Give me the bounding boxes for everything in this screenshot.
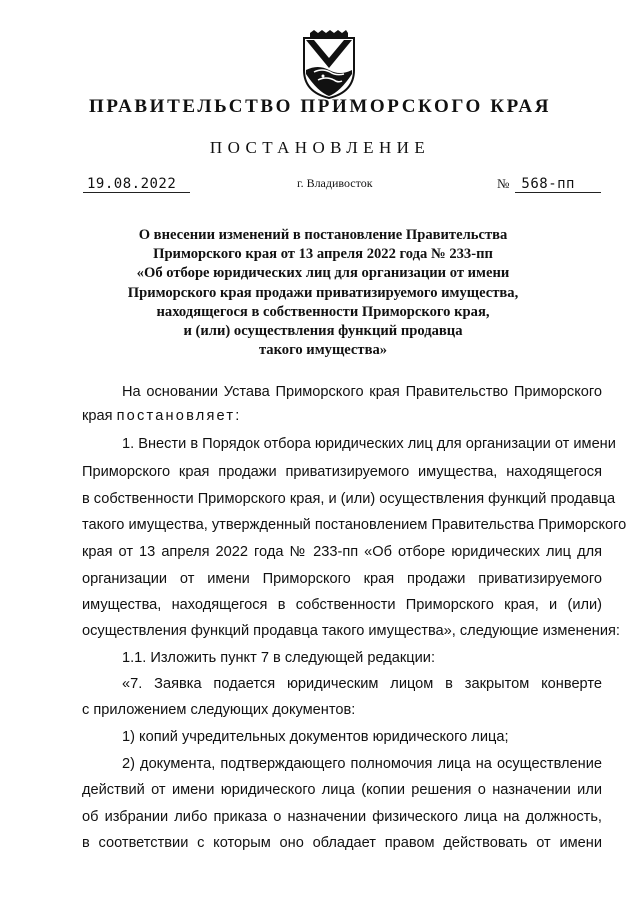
number-sign: № [497,176,510,191]
body-line: 2) документа, подтверждающего полномочия лица на осуществление [122,756,602,772]
number-value: 568-пп [515,176,601,193]
body-line: «7. Заявка подается юридическим лицом в закрытом конверте [122,676,602,692]
body-line: осуществления функций продавца такого имущества», следующие изменения: [82,623,620,639]
title-line: Приморского края от 13 апреля 2022 года № 233-пп [153,246,493,263]
body-line: в собственности Приморского края, и (или) осуществления функций продавца [82,491,616,507]
city-label: г. Владивосток [297,176,373,190]
decree-number [497,176,601,192]
body-line: 1. Внести в Порядок отбора юридических лиц для организации от имени [122,436,616,452]
body-line [82,408,602,424]
government-name: ПРАВИТЕЛЬСТВО ПРИМОРСКОГО КРАЯ [88,96,552,117]
body-line: края от 13 апреля 2022 года № 233-пп «Об отборе юридических лиц для [82,544,602,560]
title-line: Приморского края продажи приватизируемого имущества, [127,284,519,301]
body-line: в соответствии с которым оно обладает правом действовать от имени [82,835,602,851]
body-line: с приложением следующих документов: [82,702,356,718]
body-line: Приморского края продажи приватизируемого имущества, находящегося [82,464,602,480]
body-line: 1.1. Изложить пункт 7 в следующей редакции: [122,650,436,666]
coat-of-arms-emblem [300,30,358,100]
title-line: «Об отборе юридических лиц для организации от имени [136,265,510,282]
decree-title [118,226,528,360]
title-line: такого имущества» [258,342,388,359]
title-line: и (или) осуществления функций продавца [183,323,463,340]
body-line: такого имущества, утвержденный постановлением Правительства Приморского [82,517,627,533]
decree-date: 19.08.2022 [83,176,190,193]
body-text: края [82,408,117,424]
body-line: действий от имени юридического лица (копии решения о назначении или [82,782,602,798]
body-line: организации от имени Приморского края продажи приватизируемого [82,571,602,587]
body-line: На основании Устава Приморского края Правительство Приморского [122,384,602,400]
body-line: об избрании либо приказа о назначении физического лица на должность, [82,809,602,825]
resolves-word: постановляет: [116,408,242,424]
body-line: 1) копий учредительных документов юридического лица; [122,729,509,745]
body-line: имущества, находящегося в собственности Приморского края, и (или) [82,597,602,613]
title-line: находящегося в собственности Приморского края, [156,303,490,320]
document-type: ПОСТАНОВЛЕНИЕ [209,138,431,157]
title-line: О внесении изменений в постановление Правительства [138,227,508,243]
